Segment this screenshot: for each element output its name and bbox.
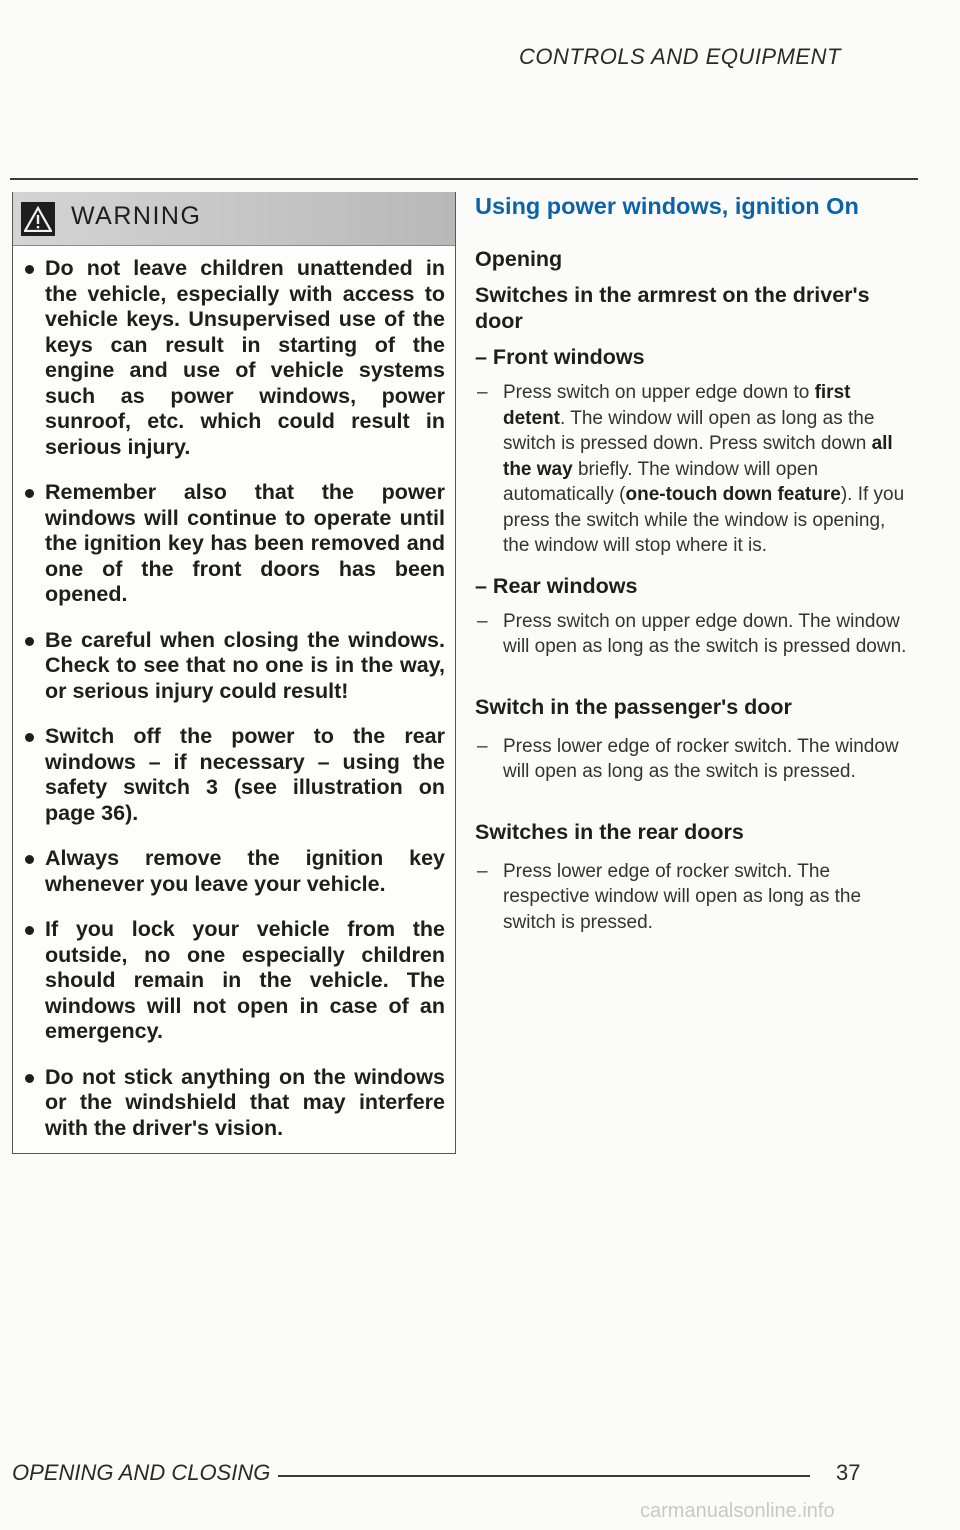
- warning-box: [12, 192, 456, 1154]
- warning-item: If you lock your vehicle from the outside, no one especially children should remain in the vehicle. The windows will not open in case of an emergency.: [45, 917, 445, 1043]
- section-title: Using power windows, ignition On: [475, 193, 859, 219]
- warning-item: Always remove the ignition key whenever you leave your vehicle.: [45, 846, 445, 896]
- warning-item: Do not leave children unattended in the vehicle, especially with access to vehicle keys. Unsupervised use of the keys can result in starting of the engine and use of vehicle systems such as power windows, power sunroof, etc. which could result in serious injury.: [45, 256, 445, 459]
- rear-doors-step: – Press lower edge of rocker switch. The respective window will open as long as the switch is pressed.: [477, 860, 862, 933]
- front-windows-heading: – Front windows: [475, 345, 645, 369]
- header-rule: [10, 178, 918, 180]
- chapter-footer: OPENING AND CLOSING: [12, 1460, 271, 1485]
- warning-item: Switch off the power to the rear windows – if necessary – using the safety switch 3 (see illustration on page 36).: [45, 724, 445, 825]
- warning-title: WARNING: [71, 202, 202, 230]
- passenger-door-heading: Switch in the passenger's door: [475, 694, 792, 719]
- rear-windows-step: – Press switch on upper edge down. The window will open as long as the switch is pressed down.: [477, 610, 907, 657]
- watermark: carmanualsonline.info: [640, 1500, 835, 1522]
- warning-list: [13, 246, 455, 1141]
- rear-windows-heading: – Rear windows: [475, 573, 638, 598]
- warning-item: Do not stick anything on the windows or the windshield that may interfere with the driver's vision.: [45, 1064, 445, 1140]
- armrest-heading: Switches in the armrest on the driver's door: [475, 283, 870, 333]
- rear-doors-heading: Switches in the rear doors: [475, 819, 744, 844]
- warning-item: Be careful when closing the windows. Check to see that no one is in the way, or serious injury could result!: [45, 627, 445, 703]
- warning-item: Remember also that the power windows will continue to operate until the ignition key has been removed and one of the front doors has been opened.: [45, 480, 445, 606]
- page-number: 37: [836, 1460, 861, 1485]
- opening-heading: Opening: [475, 247, 563, 271]
- front-windows-step-1: – Press switch on upper edge down to first detent. The window will open as long as the switch is pressed down. Press switch down all the way briefly. The window will open automatically (one-touch down feature). If you press the switch while the window is opening, the window will stop where it is.: [477, 382, 905, 556]
- instructions-column: [475, 190, 915, 935]
- warning-header: [13, 192, 455, 246]
- warning-triangle-icon: [21, 202, 55, 236]
- footer-rule: [278, 1475, 810, 1477]
- page-header: CONTROLS AND EQUIPMENT: [519, 44, 841, 69]
- passenger-door-step: – Press lower edge of rocker switch. The window will open as long as the switch is pressed.: [477, 735, 899, 782]
